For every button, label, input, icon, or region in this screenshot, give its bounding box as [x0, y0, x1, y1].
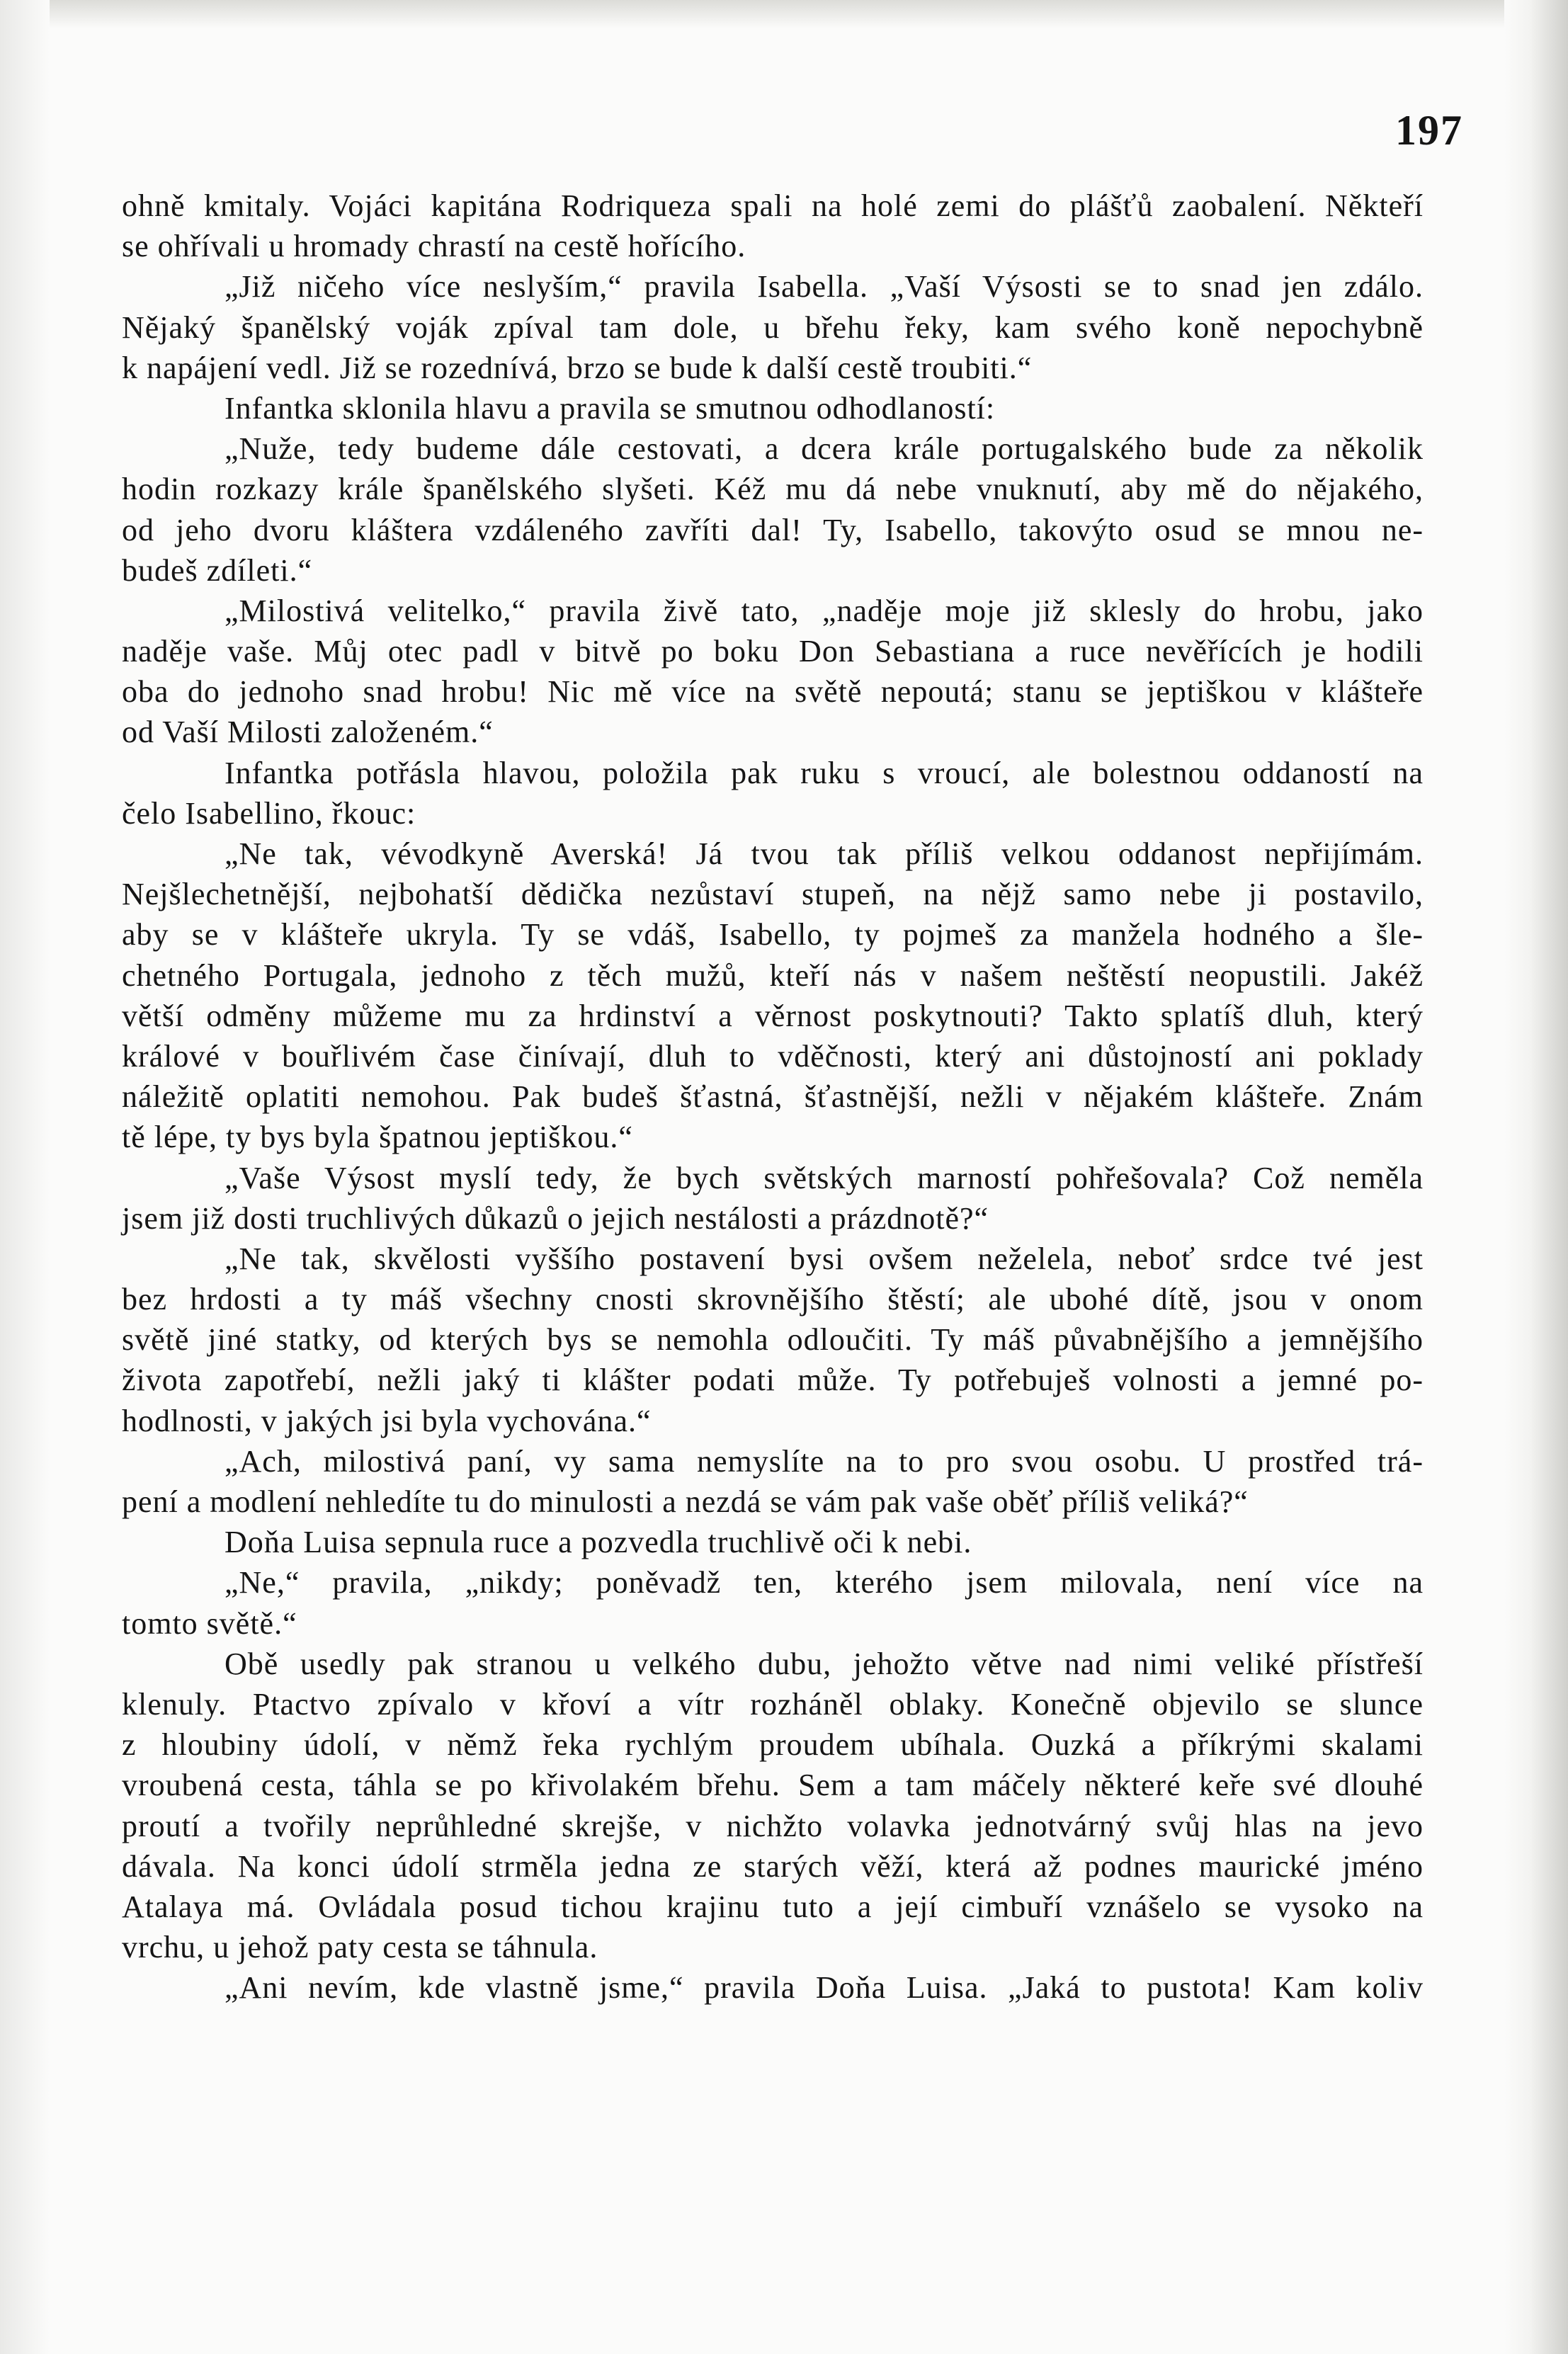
- text-line: hodlnosti, v jakých jsi byla vychována.“: [122, 1403, 652, 1438]
- page-left-margin-shadow: [0, 0, 50, 2354]
- text-line: králové v bouřlivém čase činívají, dluh to vděčnosti, který ani důstojností ani poklady: [122, 1038, 1424, 1074]
- text-line: Doňa Luisa sepnula ruce a pozvedla truchlivě oči k nebi.: [225, 1525, 972, 1560]
- text-line: „Vaše Výsost myslí tedy, že bych světských marností pohřešovala? Což neměla: [225, 1160, 1424, 1195]
- text-line: od Vaší Milosti založeném.“: [122, 715, 494, 750]
- text-line: oba do jednoho snad hrobu! Nic mě více na světě nepoutá; stanu se jeptiškou v klášteře: [122, 674, 1424, 710]
- text-line: „Ach, milostivá paní, vy sama nemyslíte na to pro svou osobu. U prostřed trá-: [225, 1443, 1424, 1479]
- text-line: „Již ničeho více neslyším,“ pravila Isabella. „Vaší Výsosti se to snad jen zdálo.: [225, 269, 1424, 305]
- body-text: [122, 186, 1424, 2008]
- text-line: Infantka sklonila hlavu a pravila se smutnou odhodlaností:: [225, 390, 996, 426]
- text-line: „Ne tak, vévodkyně Averská! Já tvou tak příliš velkou oddanost nepřijímám.: [225, 836, 1424, 871]
- text-line: „Ne tak, skvělosti vyššího postavení bysi ovšem neželela, neboť srdce tvé jest: [225, 1241, 1424, 1276]
- text-line: světě jiné statky, od kterých bys se nemohla odloučiti. Ty máš půvabnějšího a jemnějšího: [122, 1322, 1424, 1358]
- text-line: aby se v klášteře ukryla. Ty se vdáš, Isabello, ty pojmeš za manžela hodného a šle-: [122, 917, 1424, 953]
- text-line: ohně kmitaly. Vojáci kapitána Rodriqueza spali na holé zemi do plášťů zaobalení. Někteří: [122, 188, 1424, 223]
- text-line: „Ne,“ pravila, „nikdy; poněvadž ten, kterého jsem milovala, není více na: [225, 1565, 1424, 1600]
- text-line: náležitě oplatiti nemohou. Pak budeš šťastná, šťastnější, nežli v nějakém klášteře. Znám: [122, 1079, 1424, 1115]
- text-line: se ohřívali u hromady chrastí na cestě hořícího.: [122, 229, 746, 264]
- text-line: z hloubiny údolí, v němž řeka rychlým proudem ubíhala. Ouzká a příkrými skalami: [122, 1727, 1424, 1763]
- text-line: jsem již dosti truchlivých důkazů o jejich nestálosti a prázdnotě?“: [122, 1200, 989, 1236]
- text-line: Nějaký španělský voják zpíval tam dole, u břehu řeky, kam svého koně nepochybně: [122, 309, 1424, 345]
- text-line: proutí a tvořily neprůhledné skrejše, v nichžto volavka jednotvárný svůj hlas na jevo: [122, 1808, 1424, 1843]
- text-line: vroubená cesta, táhla se po křivolakém břehu. Sem a tam máčely některé keře své dlouhé: [122, 1768, 1424, 1803]
- text-line: Nejšlechetnější, nejbohatší dědička nezůstaví stupeň, na nějž samo nebe ji postavilo,: [122, 877, 1424, 912]
- page-number: 197: [1395, 107, 1463, 154]
- page-right-edge-shadow: [1504, 0, 1568, 2354]
- text-line: „Ani nevím, kde vlastně jsme,“ pravila Doňa Luisa. „Jaká to pustota! Kam koliv: [225, 1970, 1424, 2006]
- text-line: Atalaya má. Ovládala posud tichou krajinu tuto a její cimbuří vznášelo se vysoko na: [122, 1889, 1424, 1924]
- text-line: čelo Isabellino, řkouc:: [122, 795, 416, 831]
- text-line: vrchu, u jehož paty cesta se táhnula.: [122, 1930, 598, 1965]
- text-line: bez hrdosti a ty máš všechny cnosti skrovnějšího štěstí; ale ubohé dítě, jsou v onom: [122, 1282, 1424, 1317]
- text-line: větší odměny můžeme mu za hrdinství a věrnost poskytnouti? Takto splatíš dluh, který: [122, 998, 1424, 1033]
- text-line: od jeho dvoru kláštera vzdáleného zavříti dal! Ty, Isabello, takovýto osud se mnou ne-: [122, 512, 1424, 547]
- text-line: Obě usedly pak stranou u velkého dubu, jehožto větve nad nimi veliké přístřeší: [225, 1646, 1424, 1681]
- text-line: naděje vaše. Můj otec padl v bitvě po boku Don Sebastiana a ruce nevěřících je hodili: [122, 634, 1424, 669]
- text-line: dávala. Na konci údolí strměla jedna ze starých věží, která až podnes maurické jméno: [122, 1848, 1424, 1884]
- text-line: hodin rozkazy krále španělského slyšeti. Kéž mu dá nebe vnuknutí, aby mě do nějakého,: [122, 472, 1424, 507]
- text-line: tě lépe, ty bys byla špatnou jeptiškou.“: [122, 1120, 633, 1155]
- text-line: „Nuže, tedy budeme dále cestovati, a dcera krále portugalského bude za několik: [225, 431, 1424, 467]
- text-line: chetného Portugala, jednoho z těch mužů, kteří nás v našem neštěstí neopustili. Jakéž: [122, 957, 1424, 993]
- text-line: „Milostivá velitelko,“ pravila živě tato, „naděje moje již sklesly do hrobu, jako: [225, 593, 1424, 628]
- text-line: života zapotřebí, nežli jaký ti klášter podati může. Ty potřebuješ volnosti a jemné po-: [122, 1363, 1424, 1398]
- text-line: budeš zdíleti.“: [122, 552, 313, 588]
- text-line: pení a modlení nehledíte tu do minulosti a nezdá se vám pak vaše oběť příliš veliká?“: [122, 1484, 1249, 1519]
- text-line: k napájení vedl. Již se rozednívá, brzo se bude k další cestě troubiti.“: [122, 350, 1033, 385]
- text-line: tomto světě.“: [122, 1605, 297, 1641]
- text-line: klenuly. Ptactvo zpívalo v křoví a vítr rozháněl oblaky. Konečně objevilo se slunce: [122, 1686, 1424, 1722]
- page-top-shadow: [0, 0, 1568, 28]
- text-line: Infantka potřásla hlavou, položila pak ruku s vroucí, ale bolestnou oddaností na: [225, 755, 1424, 790]
